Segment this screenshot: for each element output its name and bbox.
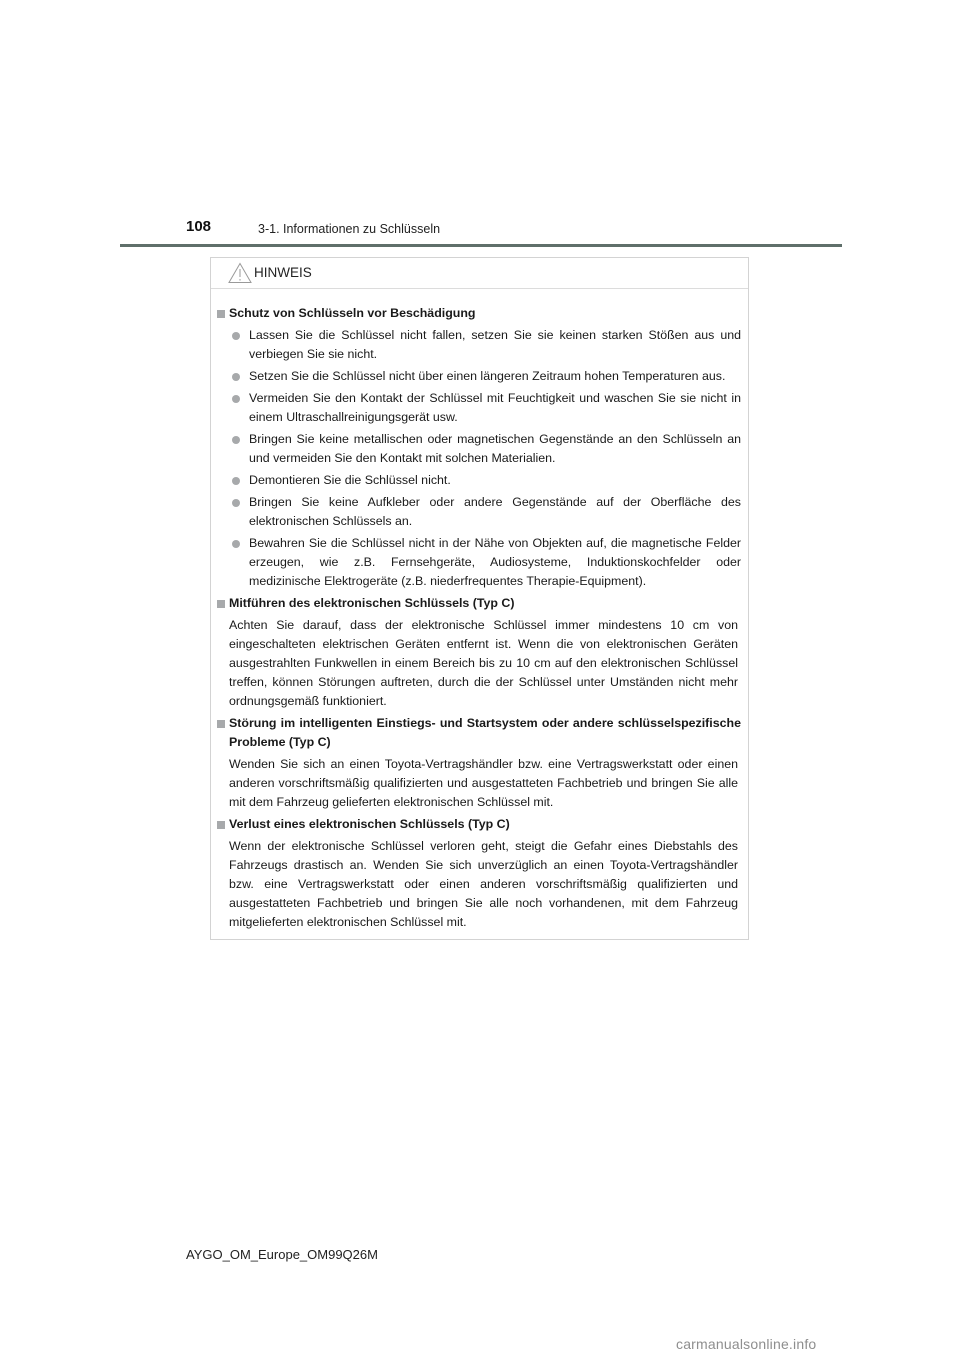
warning-triangle-icon (228, 262, 252, 284)
section-heading-system-malfunction (217, 714, 741, 752)
section-paragraph: Achten Sie darauf, dass der elektronische Schlüssel immer mindestens 10 cm von eingeschalteten elektrischen Geräten entfernt ist. Wenn die von elektronischen Geräten ausgestrahlten Funkwellen in einem Bereich bis zu 10 cm auf den elektronischen Schlüssel treffen, können Störungen auftreten, durch die der Schlüssel unter Umständen nicht mehr ordnungsgemäß funktioniert. (229, 618, 738, 708)
circle-bullet-icon (232, 373, 240, 381)
section-heading-text: Mitführen des elektronischen Schlüssels (Typ C) (229, 596, 515, 610)
circle-bullet-icon (232, 477, 240, 485)
header-divider (120, 244, 842, 247)
circle-bullet-icon (232, 499, 240, 507)
section-heading-text: Verlust eines elektronischen Schlüssels (Typ C) (229, 817, 510, 831)
list-item (232, 471, 741, 490)
list-item-text: Lassen Sie die Schlüssel nicht fallen, setzen Sie sie keinen starken Stößen aus und verbiegen Sie sie nicht. (249, 328, 741, 361)
square-bullet-icon (217, 720, 225, 728)
section-paragraph: Wenden Sie sich an einen Toyota-Vertragshändler bzw. eine Vertragswerkstatt oder einen anderen vorschriftsmäßig qualifizierten und ausgestatteten Fachbetrieb und bringen Sie alle mit dem Fahrzeug gelieferten elektronischen Schlüssel mit. (229, 757, 738, 809)
document-code: AYGO_OM_Europe_OM99Q26M (186, 1247, 378, 1262)
circle-bullet-icon (232, 436, 240, 444)
page-number: 108 (186, 218, 212, 235)
list-item-text: Bewahren Sie die Schlüssel nicht in der Nähe von Objekten auf, die magnetische Felder erzeugen, wie z.B. Fernsehgeräte, Audiosysteme, Induktionskochfelder oder medizinische Elektrogeräte (z.B. niederfrequentes Therapie-Equipment). (249, 536, 741, 588)
list-item-text: Bringen Sie keine metallischen oder magnetischen Gegenstände an den Schlüsseln an und vermeiden Sie den Kontakt mit solchen Materialien. (249, 432, 741, 465)
notice-header (211, 258, 748, 289)
section-heading-carrying-key (217, 594, 741, 613)
list-item-text: Bringen Sie keine Aufkleber oder andere Gegenstände auf der Oberfläche des elektronischen Schlüssels an. (249, 495, 741, 528)
circle-bullet-icon (232, 332, 240, 340)
list-item-text: Vermeiden Sie den Kontakt der Schlüssel mit Feuchtigkeit und waschen Sie sie nicht in einem Ultraschallreinigungsgerät usw. (249, 391, 741, 424)
list-item-text: Demontieren Sie die Schlüssel nicht. (249, 473, 451, 487)
list-item (232, 367, 741, 386)
watermark: carmanualsonline.info (676, 1336, 817, 1352)
notice-body (211, 289, 748, 932)
circle-bullet-icon (232, 540, 240, 548)
section-heading-text: Störung im intelligenten Einstiegs- und Startsystem oder andere schlüsselspezifische Probleme (Typ C) (229, 716, 741, 749)
notice-title: HINWEIS (254, 265, 312, 280)
chapter-title: 3-1. Informationen zu Schlüsseln (258, 222, 441, 236)
circle-bullet-icon (232, 395, 240, 403)
list-item (232, 430, 741, 468)
section-heading-key-loss (217, 815, 741, 834)
list-item (232, 534, 741, 591)
list-item (232, 389, 741, 427)
section-heading-text: Schutz von Schlüsseln vor Beschädigung (229, 306, 476, 320)
section-paragraph: Wenn der elektronische Schlüssel verloren geht, steigt die Gefahr eines Diebstahls des Fahrzeugs drastisch an. Wenden Sie sich unverzüglich an einen Toyota-Vertragshändler bzw. eine Vertragswerkstatt oder einen anderen vorschriftsmäßig qualifizierten und ausgestatteten Fachbetrieb und bringen Sie alle noch vorhandenen, mit dem Fahrzeug mitgelieferten elektronischen Schlüssel mit. (229, 839, 738, 929)
list-item-text: Setzen Sie die Schlüssel nicht über einen längeren Zeitraum hohen Temperaturen aus. (249, 369, 726, 383)
notice-box (210, 257, 749, 940)
section-heading-key-protection (217, 304, 741, 323)
list-item (232, 326, 741, 364)
square-bullet-icon (217, 310, 225, 318)
square-bullet-icon (217, 821, 225, 829)
square-bullet-icon (217, 600, 225, 608)
list-item (232, 493, 741, 531)
